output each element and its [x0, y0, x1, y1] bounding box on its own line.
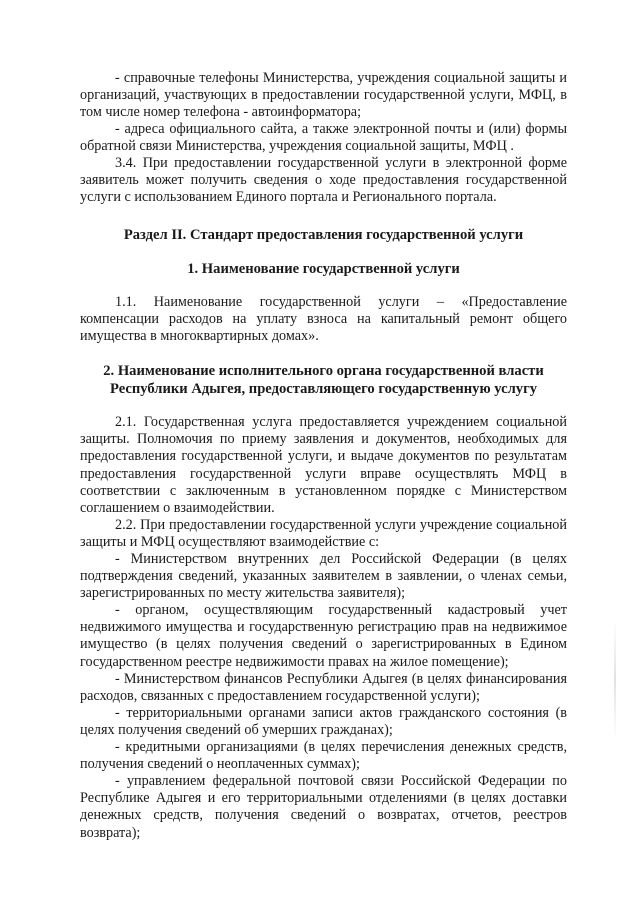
section-title: Раздел II. Стандарт предоставления государственной услуги	[123, 227, 524, 243]
list-item-cadastral-body: - органом, осуществляющим государственный кадастровый учет недвижимого имущества и государственную регистрацию прав на недвижимое имущество (в целях получения сведений о зарегистрированных в Едином государственном реестре недвижимости правах на жилое помещение);	[80, 602, 567, 670]
heading-service-name: 1. Наименование государственной услуги	[187, 261, 460, 277]
heading-executive-body-line1: 2. Наименование исполнительного органа государственной власти	[103, 363, 544, 379]
paragraph-3-4: 3.4. При предоставлении государственной услуги в электронной форме заявитель может получить сведения о ходе предоставления государственной услуги с использованием Единого портала и Регионального портала.	[80, 155, 567, 206]
paragraph-2-2: 2.2. При предоставлении государственной услуги учреждение социальной защиты и МФЦ осуществляют взаимодействие с:	[80, 517, 567, 551]
heading-executive-body-line2: Республики Адыгея, предоставляющего государственную услугу	[110, 381, 537, 397]
scan-artifact	[614, 620, 616, 740]
paragraph-2-1: 2.1. Государственная услуга предоставляется учреждением социальной защиты. Полномочия по приему заявления и документов, необходимых для предоставления государственной услуги, и выдаче документов по результатам предоставления государственной услуги вправе осуществлять МФЦ в соответствии с заключенным в установленном порядке с Министерством соглашением о взаимодействии.	[80, 414, 567, 517]
list-item-ministry-internal-affairs: - Министерством внутренних дел Российской Федерации (в целях подтверждения сведений, указанных заявителем в заявлении, о членах семьи, зарегистрированных по месту жительства заявителя);	[80, 551, 567, 602]
list-item-civil-registry: - территориальными органами записи актов гражданского состояния (в целях получения сведений об умерших гражданах);	[80, 705, 567, 739]
paragraph-website-addresses: - адреса официального сайта, а также электронной почты и (или) формы обратной связи Министерства, учреждения социальной защиты, МФЦ .	[80, 121, 567, 155]
list-item-ministry-finance: - Министерством финансов Республики Адыгея (в целях финансирования расходов, связанных с предоставлением государственной услуги);	[80, 671, 567, 705]
list-item-credit-organizations: - кредитными организациями (в целях перечисления денежных средств, получения сведений о неоплаченных суммах);	[80, 739, 567, 773]
paragraph-1-1: 1.1. Наименование государственной услуги – «Предоставление компенсации расходов на уплату взноса на капитальный ремонт общего имущества в многоквартирных домах».	[80, 294, 567, 345]
paragraph-reference-phones: - справочные телефоны Министерства, учреждения социальной защиты и организаций, участвующих в предоставлении государственной услуги, МФЦ, в том числе номер телефона - автоинформатора;	[80, 70, 567, 121]
list-item-postal-service: - управлением федеральной почтовой связи Российской Федерации по Республике Адыгея и его территориальными отделениями (в целях доставки денежных средств, получения сведений о возвратах, отчетов, реестров возврата);	[80, 773, 567, 841]
